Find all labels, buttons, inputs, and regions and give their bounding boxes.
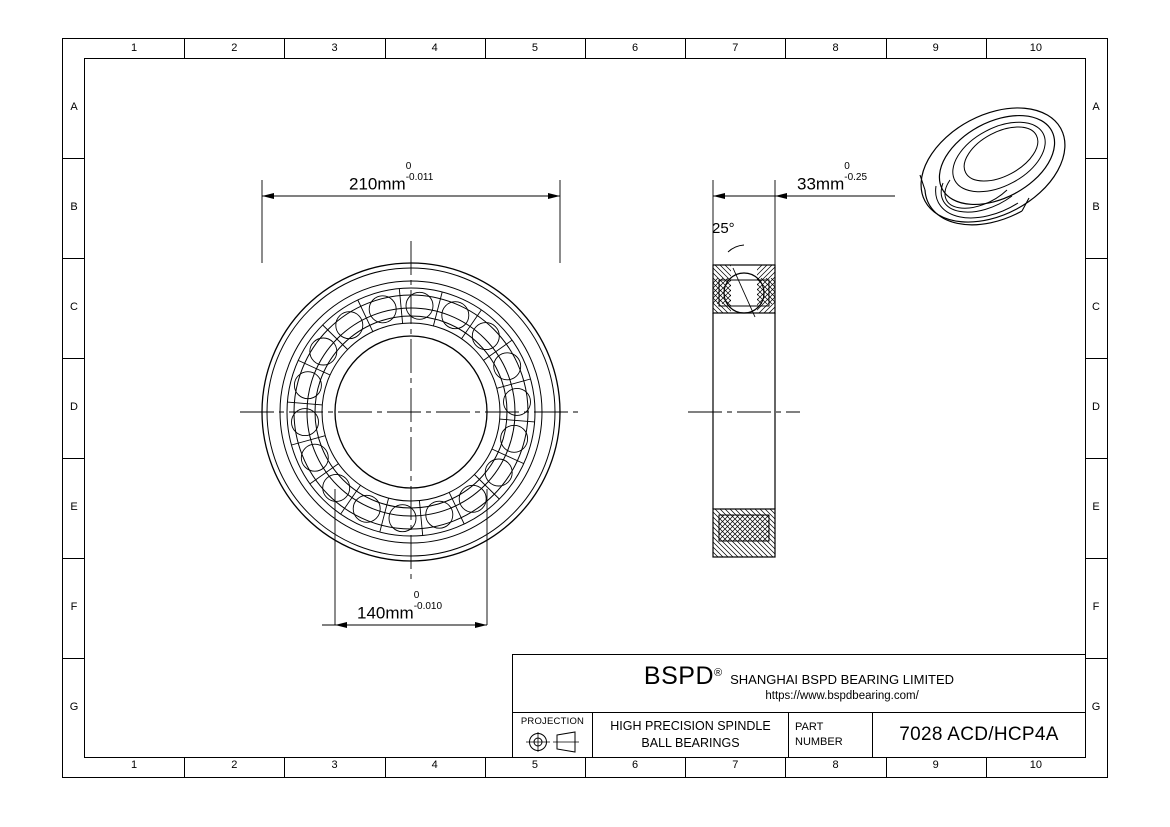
registered-trademark-icon: ® bbox=[714, 667, 723, 680]
part-label-line-1: PART bbox=[795, 720, 824, 733]
zone-tick bbox=[986, 38, 987, 58]
dimension-label-outer-diameter bbox=[349, 161, 434, 195]
zone-row-label-right: D bbox=[1092, 401, 1100, 413]
zone-tick bbox=[184, 758, 185, 778]
zone-column-label-top: 2 bbox=[231, 42, 238, 54]
zone-column-label-top: 10 bbox=[1029, 42, 1043, 54]
zone-column-label-bottom: 4 bbox=[431, 759, 438, 771]
zone-tick bbox=[385, 758, 386, 778]
first-angle-projection-icon bbox=[523, 727, 583, 757]
zone-column-label-top: 8 bbox=[832, 42, 839, 54]
dimension-tol-upper-210: 0 bbox=[405, 161, 412, 172]
zone-column-label-bottom: 9 bbox=[932, 759, 939, 771]
company-name: SHANGHAI BSPD BEARING LIMITED bbox=[730, 672, 955, 688]
zone-tick bbox=[284, 758, 285, 778]
zone-column-label-top: 1 bbox=[131, 42, 138, 54]
zone-column-label-bottom: 2 bbox=[231, 759, 238, 771]
zone-row-label-right: E bbox=[1092, 501, 1100, 513]
zone-column-label-top: 3 bbox=[331, 42, 338, 54]
zone-row-label-left: G bbox=[69, 701, 79, 713]
projection-label: PROJECTION bbox=[520, 716, 585, 727]
part-number-label-cell bbox=[789, 713, 873, 757]
dimension-value-33: 33mm bbox=[797, 174, 845, 194]
description-line-1: HIGH PRECISION SPINDLE bbox=[610, 719, 771, 734]
zone-column-label-top: 9 bbox=[932, 42, 939, 54]
zone-column-label-top: 7 bbox=[732, 42, 739, 54]
title-block-details-row bbox=[513, 713, 1085, 757]
title-block-company-row bbox=[513, 655, 1085, 713]
zone-row-label-right: F bbox=[1092, 601, 1100, 613]
zone-tick bbox=[62, 358, 84, 359]
zone-tick bbox=[886, 38, 887, 58]
zone-tick bbox=[685, 38, 686, 58]
title-block bbox=[512, 654, 1086, 758]
zone-tick bbox=[1086, 158, 1108, 159]
zone-tick bbox=[485, 38, 486, 58]
zone-tick bbox=[62, 558, 84, 559]
zone-column-label-top: 6 bbox=[632, 42, 639, 54]
zone-tick bbox=[585, 758, 586, 778]
zone-row-label-left: F bbox=[70, 601, 78, 613]
dimension-tol-lower-210: -0.011 bbox=[405, 171, 434, 183]
dimension-value-140: 140mm bbox=[357, 603, 414, 623]
zone-row-label-left: C bbox=[70, 301, 78, 313]
zone-row-label-left: D bbox=[70, 401, 78, 413]
zone-column-label-bottom: 10 bbox=[1029, 759, 1043, 771]
zone-tick bbox=[986, 758, 987, 778]
zone-column-label-bottom: 1 bbox=[131, 759, 138, 771]
zone-row-label-right: G bbox=[1091, 701, 1101, 713]
zone-tick bbox=[585, 38, 586, 58]
dimension-tol-upper-140: 0 bbox=[413, 590, 420, 601]
zone-column-label-top: 5 bbox=[531, 42, 538, 54]
zone-row-label-right: B bbox=[1092, 201, 1100, 213]
zone-column-label-bottom: 5 bbox=[531, 759, 538, 771]
zone-tick bbox=[62, 658, 84, 659]
zone-tick bbox=[1086, 458, 1108, 459]
zone-column-label-bottom: 6 bbox=[632, 759, 639, 771]
dimension-label-width bbox=[797, 161, 868, 195]
frame-inner-border bbox=[84, 58, 1086, 758]
zone-tick bbox=[785, 758, 786, 778]
part-label-line-2: NUMBER bbox=[795, 736, 843, 748]
zone-column-label-bottom: 3 bbox=[331, 759, 338, 771]
zone-tick bbox=[184, 38, 185, 58]
zone-tick bbox=[1086, 558, 1108, 559]
contact-angle-label: 25° bbox=[712, 220, 735, 237]
zone-row-label-left: E bbox=[70, 501, 78, 513]
zone-tick bbox=[685, 758, 686, 778]
dimension-tol-lower-140: -0.010 bbox=[413, 600, 443, 612]
zone-tick bbox=[62, 158, 84, 159]
company-info bbox=[730, 671, 954, 704]
zone-tick bbox=[385, 38, 386, 58]
zone-tick bbox=[485, 758, 486, 778]
zone-tick bbox=[62, 458, 84, 459]
zone-row-label-left: B bbox=[70, 201, 78, 213]
description-line-2: BALL BEARINGS bbox=[641, 736, 740, 750]
zone-tick bbox=[886, 758, 887, 778]
zone-tick bbox=[62, 258, 84, 259]
zone-tick bbox=[785, 38, 786, 58]
brand-logo-text: BSPD bbox=[643, 662, 715, 691]
zone-column-label-bottom: 7 bbox=[732, 759, 739, 771]
dimension-tol-lower-33: -0.25 bbox=[844, 171, 868, 183]
product-description-cell bbox=[593, 713, 789, 757]
zone-row-label-right: A bbox=[1092, 101, 1100, 113]
dimension-label-bore-diameter bbox=[357, 590, 443, 624]
zone-tick bbox=[284, 38, 285, 58]
zone-column-label-top: 4 bbox=[431, 42, 438, 54]
zone-tick bbox=[1086, 358, 1108, 359]
part-number-value: 7028 ACD/HCP4A bbox=[899, 724, 1059, 745]
zone-tick bbox=[1086, 658, 1108, 659]
zone-row-label-right: C bbox=[1092, 301, 1100, 313]
dimension-value-210: 210mm bbox=[349, 174, 406, 194]
company-website: https://www.bspdbearing.com/ bbox=[765, 690, 919, 703]
zone-tick bbox=[1086, 258, 1108, 259]
zone-column-label-bottom: 8 bbox=[832, 759, 839, 771]
zone-row-label-left: A bbox=[70, 101, 78, 113]
projection-cell bbox=[513, 713, 593, 757]
dimension-tol-upper-33: 0 bbox=[844, 161, 850, 172]
